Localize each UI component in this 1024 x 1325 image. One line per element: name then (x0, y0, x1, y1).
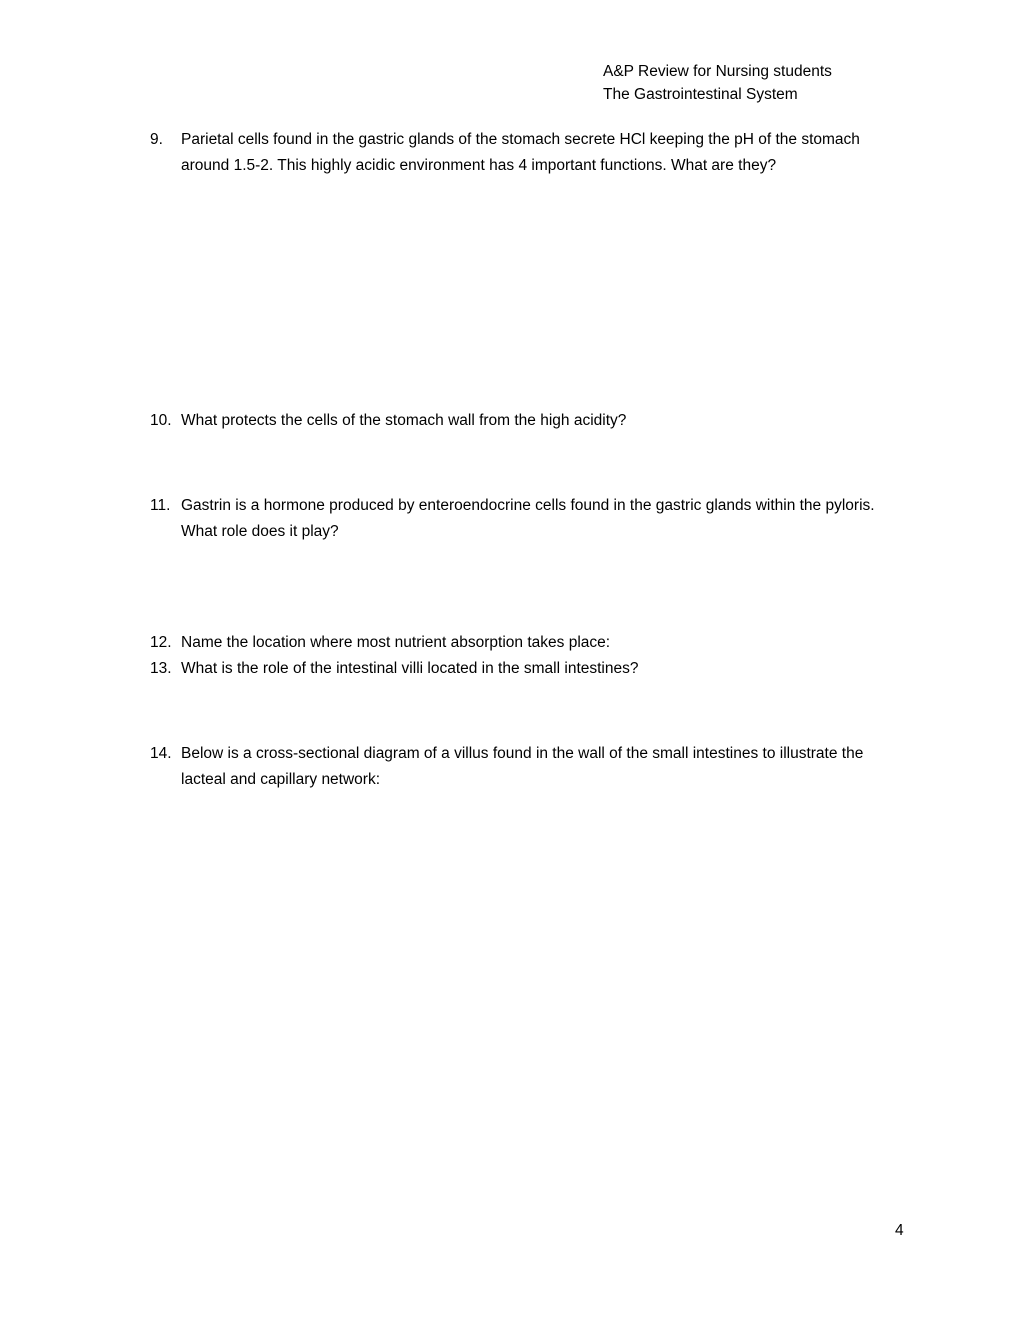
question-number: 10. (150, 412, 172, 429)
question-text: Gastrin is a hormone produced by enteroendocrine cells found in the gastric glands within the pyloris. What role does it play? (181, 497, 875, 540)
question-12 (150, 630, 910, 656)
question-number: 12. (150, 634, 172, 651)
question-text: What protects the cells of the stomach wall from the high acidity? (181, 412, 627, 429)
question-text: Name the location where most nutrient absorption takes place: (181, 634, 611, 651)
question-text: What is the role of the intestinal villi located in the small intestines? (181, 660, 639, 677)
question-number: 14. (150, 745, 172, 762)
header-unit-title: The Gastrointestinal System (603, 86, 798, 103)
question-10 (150, 408, 910, 434)
page-number: 4 (895, 1222, 904, 1239)
question-number: 11. (150, 497, 171, 514)
header-course-title: A&P Review for Nursing students (603, 63, 832, 80)
question-text: Below is a cross-sectional diagram of a villus found in the wall of the small intestines to illustrate the lacteal and capillary network: (181, 745, 864, 788)
question-number: 9. (150, 131, 163, 148)
question-9 (150, 127, 910, 178)
question-13 (150, 656, 910, 682)
question-14 (150, 741, 910, 792)
question-text: Parietal cells found in the gastric glands of the stomach secrete HCl keeping the pH of the stomach around 1.5-2. This highly acidic environment has 4 important functions. What are they? (181, 131, 860, 174)
question-11 (150, 493, 910, 544)
question-number: 13. (150, 660, 172, 677)
